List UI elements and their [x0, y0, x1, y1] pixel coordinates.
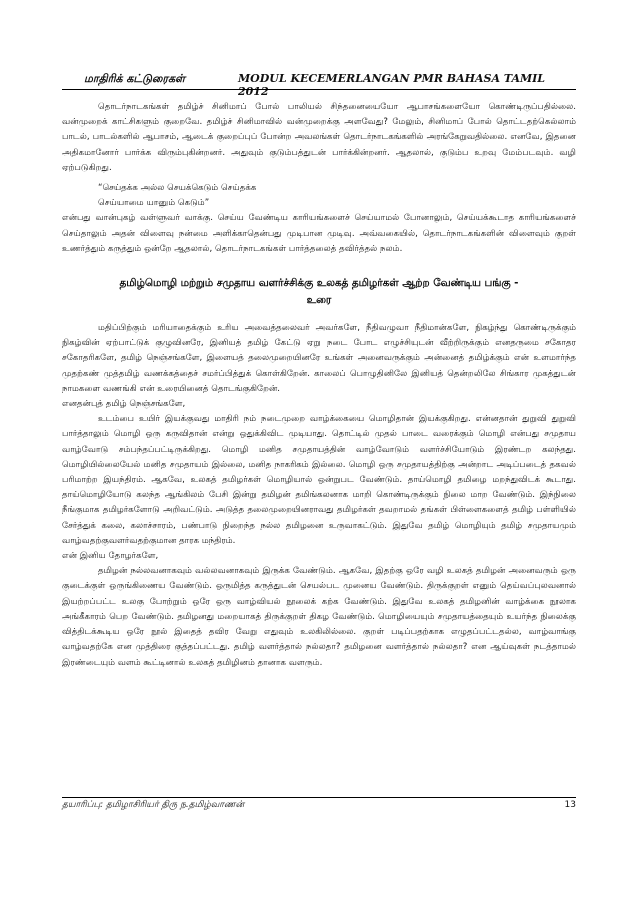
section2-paragraph3: தமிழன் நல்லவனாகவும் வல்லவனாகவும் இருக்க வேண்டும். ஆகவே, இதற்கு ஒரே வழி உலகத் தமிழன் அனைவரும் ஒரு குடைக்குள் ஒருங்கிணைய வேண்டும். ஒருமித்த கருத்துடன் செயல்பட முனைய வேண்டும். திருக்குறள் எனும் தெய்வப்புலவனால் இயற்றப்பட்ட உலகு போற்றும் ஒரே ஒரு வாழ்வியல் நூலைக் கற்க வேண்டும். இதுவே உலகத் தமிழனின் வாழ்க்கை நூலாக அங்கீகாரம் பெற வேண்டும். தமிழனது மறையாகத் திருக்குறள் திகழ வேண்டும். மொழியையும் சமுதாயத்தையும் உயர்ந்த நிலைக்கு வித்திடக்கூடிய ஒரே நூல் இதைத் தவிர வேறு எதுவும் உலகிலில்லை. குறள் படிப்பதற்காக எழுதப்பட்டதல்ல, வாழ்வாங்கு வாழ்வதற்கே என முத்திரை குத்தப்பட்டது. தமிழ் வளர்த்தால் நல்லதா? தமிழனை வளர்த்தால் நல்லதா? என ஆய்வுகள் நடத்தாமல் இரண்டையும் வளம் கூட்டினால் உலகத் தமிழினம் தானாக வளரும்.: [62, 566, 576, 668]
header-module-title: MODUL KECEMERLANGAN PMR BAHASA TAMIL 2012: [238, 72, 546, 98]
kural-line-1: “செய்தக்க அல்ல செயக்கெடும் செய்தக்க: [98, 183, 257, 194]
footer-author: தயாரிப்பு: தமிழாசிரியர் திரு ந.தமிழ்வாணன்: [62, 800, 245, 810]
footer-rule: [62, 797, 576, 798]
section1-paragraph1: தொடர்நாடகங்கள் தமிழ்ச் சினிமாப் போல் பாலியல் சிந்தனையையோ ஆபாசங்களையோ கொண்டிருப்பதில்லை. வன்முறைக் காட்சிகளும் குறைவே. தமிழ்ச் சினிமாவில் வன்முறைக்கு அளவேது? மேலும், சினிமாப் போல் தொட்டதற்கெல்லாம் பாடல், பாடல்களில் ஆபாசம், ஆடைக் குறைப்புப் போன்ற அவலங்கள் தொடர்நாடகங்களில் அரங்கேறுவதில்லை. எனவே, இதனை அதிகமானோர் பார்க்க விரும்புகின்றனர். அதுவும் குடும்பத்துடன் பார்க்கின்றனர். ஆதலால், குடும்ப உறவு மேம்படவும். வழி ஏற்படுகிறது.: [62, 102, 576, 173]
header-left-title: மாதிரிக் கட்டுரைகள்: [84, 72, 186, 85]
section2-address1: எனதன்புத் தமிழ் நெஞ்சங்களே,: [62, 399, 186, 410]
page-header: [62, 72, 576, 98]
section2-address2: என் இனிய தோழர்களே,: [62, 551, 159, 562]
section2-paragraph1: மதிப்பிற்கும் மரியாதைக்கும் உரிய அவைத்தலைவர் அவர்களே, நீதிவழுவா நீதிமான்களே, நிகழ்ந்து கொண்டிருக்கும் நிகழ்வின் ஏற்பாட்டுக் குழுவினரே, இனியத் தமிழ் கேட்டு ஏறு நடை போட எழுச்சியுடன் வீற்றிருக்கும் எனதருமை சகோதர சகோதரிகளே, தமிழ் நெஞ்சங்களே, இளையத் தலைமுறையினரே உங்கள் அனைவருக்கும் அன்னைத் தமிழ்க்கும் என் உளமார்ந்த முதற்கண் முத்தமிழ் வணக்கத்தைச் சமர்ப்பித்துக் கொள்கிறேன். காலைப் பொழுதினிலே இனியத் தென்றலிலே சிங்கார முகத்துடன் நாமகளை வணங்கி என் உரையினைத் தொடங்குகிறேன்.: [62, 323, 576, 394]
kural-quote: [98, 181, 576, 211]
section2-heading-line2: உரை: [306, 294, 332, 307]
page-footer: [62, 800, 576, 814]
section1-paragraph2: என்பது வான்புகழ் வள்ளுவர் வாக்கு. செய்ய வேண்டிய காரியங்களைச் செய்யாமல் போனாலும், செய்யக்கூடாத காரியங்களைச் செய்தாலும் அதன் விளைவு நன்மை அளிக்காதென்பது முடிபான முடிவு. அவ்வகையில், தொடர்நாடகங்களின் விளைவும் குறள் உணர்த்தும் கருத்தும் ஒன்றே ஆதலால், தொடர்நாடகங்கள் பார்த்தலைத் தவிர்த்தல் நலம்.: [62, 213, 576, 254]
kural-line-2: செய்யாமை யானும் கெடும்”: [98, 198, 210, 209]
section2-heading-line1: தமிழ்மொழி மற்றும் சமுதாய வளர்ச்சிக்கு உலகத் தமிழர்கள் ஆற்ற வேண்டிய பங்கு -: [119, 277, 519, 290]
section2-paragraph2: உடம்பை உயிர் இயக்குவது மாதிரி நம் நடைமுறை வாழ்க்கையை மொழிதான் இயக்குகிறது. என்னதான் துறுவி துறுவி பார்த்தாலும் மொழி ஒரு கருவிதான் என்று ஒதுக்கிவிட முடியாது. தொட்டில் முதல் பாடை வரைக்கும் மொழி என்பது சமுதாய வாழ்வோடு சம்பந்தப்பட்டிருக்கிறது. மொழி மனித சமுதாயத்தின் வாழ்வோடும் வளர்ச்சியோடும் இரண்டற கலந்தது. மொழியில்லையேல் மனித சமுதாயம் இல்லை, மனித நாகரிகம் இல்லை. மொழி ஒரு சமுதாயத்திற்கு அன்றாட அடிப்படைத் தகவல் பரிமாற்ற இயந்திரம். ஆகவே, உலகத் தமிழர்கள் மொழியால் ஒன்றுபட வேண்டும். தாய்மொழி தமிழை மறந்துவிடக் கூடாது. தாய்மொழியோடு கலந்த ஆங்கிலம் பேசி இன்று தமிழன் தமிங்கலனாக மாறி கொண்டிருக்கும் நிலை மாற வேண்டும். இந்நிலை நீங்குமாக தமிழர்களோடு அறிவட்டும். அடுத்த தலைமுறையினராவது தமிழர்கள் தவறாமல் தங்கள் பிள்ளைகளைத் தமிழ் பள்ளியில் சேர்த்துக் கலை, கலாச்சாரம், பண்பாடு நிறைந்த நல்ல தமிழனை உருவாகட்டும். இதுவே தமிழ் மொழியும் தமிழ் சமுதாயமும் வாழ்வதற்குவளர்வதற்குமான தாரக மந்திரம்.: [62, 414, 576, 546]
section2-heading: [62, 275, 576, 309]
document-body: [62, 100, 576, 671]
page-number: 13: [564, 800, 576, 810]
header-rule: [62, 89, 576, 90]
